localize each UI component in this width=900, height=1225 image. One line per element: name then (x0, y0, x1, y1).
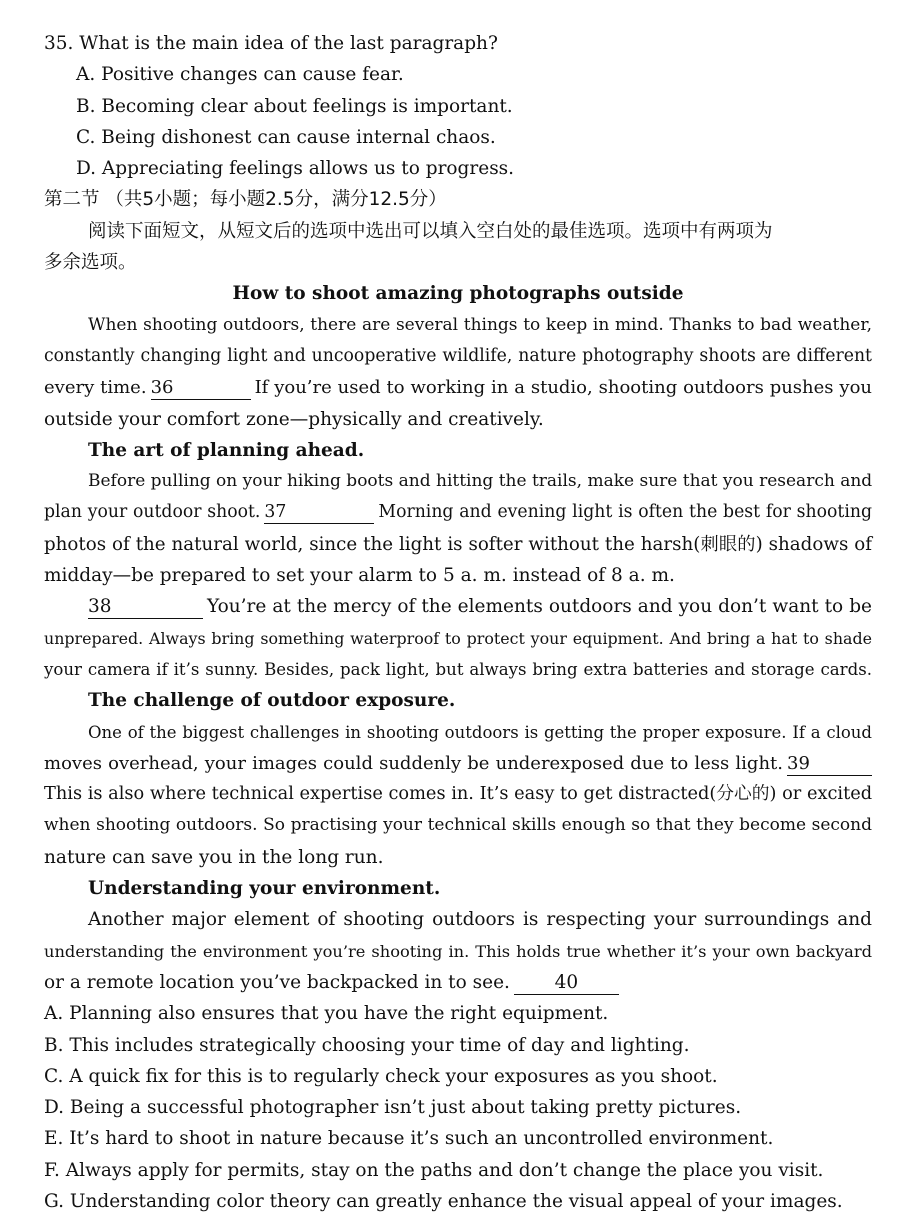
q35-option-d: D. Appreciating feelings allows us to progress. (76, 158, 515, 180)
paragraph-4-line-3: This is also where technical expertise comes in. It’s easy to get distracted(分心的) or excited (44, 784, 873, 805)
choice-a: A. Planning also ensures that you have the right equipment. (44, 1003, 609, 1025)
paragraph-2-line-2 (44, 497, 872, 528)
section-2-instruction-line-2: 多余选项。 (44, 252, 137, 274)
paragraph-4-line-4: when shooting outdoors. So practising your technical skills enough so that they become second (44, 815, 872, 836)
paragraph-4-line-5: nature can save you in the long run. (44, 846, 384, 868)
blank-39: 39 (787, 753, 872, 776)
text-span: If you’re used to working in a studio, shooting outdoors pushes you (254, 377, 872, 399)
paragraph-3-line-1 (44, 591, 872, 622)
paragraph-5-line-2: understanding the environment you’re shooting in. This holds true whether it’s your own backyard (44, 941, 872, 961)
heading-outdoor-exposure: The challenge of outdoor exposure. (88, 690, 456, 712)
q35-option-c: C. Being dishonest can cause internal chaos. (76, 126, 496, 148)
question-35-stem: 35. What is the main idea of the last paragraph? (44, 33, 498, 54)
heading-environment: Understanding your environment. (88, 878, 441, 900)
choice-b: B. This includes strategically choosing your time of day and lighting. (44, 1034, 690, 1056)
q35-option-b: B. Becoming clear about feelings is important. (76, 95, 513, 117)
blank-37: 37 (264, 501, 374, 524)
text-span: or a remote location you’ve backpacked in to see. (44, 971, 510, 993)
section-2-header: 第二节 （共5小题；每小题2.5分，满分12.5分） (44, 189, 447, 211)
passage-title: How to shoot amazing photographs outside (232, 283, 684, 305)
paragraph-1-line-2: constantly changing light and uncooperative wildlife, nature photography shoots are different (44, 345, 872, 366)
paragraph-1-line-1: When shooting outdoors, there are several things to keep in mind. Thanks to bad weather, (88, 314, 872, 335)
paragraph-1-line-3 (44, 372, 872, 403)
text-span: plan your outdoor shoot. (44, 502, 261, 523)
choice-c: C. A quick fix for this is to regularly check your exposures as you shoot. (44, 1065, 718, 1087)
blank-36: 36 (151, 377, 251, 400)
paragraph-1-line-4: outside your comfort zone—physically and creatively. (44, 408, 544, 430)
heading-planning-ahead: The art of planning ahead. (88, 439, 365, 461)
blank-40: 40 (514, 972, 619, 995)
choice-g: G. Understanding color theory can greatly enhance the visual appeal of your images. (44, 1190, 843, 1212)
paragraph-2-line-4: midday—be prepared to set your alarm to 5 a. m. instead of 8 a. m. (44, 565, 675, 587)
blank-38: 38 (88, 596, 203, 619)
paragraph-3-line-3: your camera if it’s sunny. Besides, pack light, but always bring extra batteries and storage cards. (44, 659, 872, 679)
choice-f: F. Always apply for permits, stay on the paths and don’t change the place you visit. (44, 1159, 824, 1181)
text-span: You’re at the mercy of the elements outdoors and you don’t want to be (207, 596, 872, 618)
paragraph-5-line-1: Another major element of shooting outdoors is respecting your surroundings and (88, 909, 872, 931)
paragraph-4-line-1: One of the biggest challenges in shooting outdoors is getting the proper exposure. If a cloud (88, 722, 872, 742)
text-span: Morning and evening light is often the best for shooting (378, 502, 872, 523)
question-35 (44, 28, 872, 184)
q35-option-a: A. Positive changes can cause fear. (76, 64, 404, 86)
section-2 (44, 184, 872, 278)
text-span: moves overhead, your images could suddenly be underexposed due to less light. (44, 752, 783, 774)
paragraph-5-line-3 (44, 967, 872, 998)
paragraph-3-line-2: unprepared. Always bring something waterproof to protect your equipment. And bring a hat to shade (44, 628, 872, 648)
choices-list (44, 998, 872, 1217)
choice-d: D. Being a successful photographer isn’t just about taking pretty pictures. (44, 1097, 742, 1119)
paragraph-4-line-2 (44, 748, 872, 779)
paragraph-2-line-1: Before pulling on your hiking boots and hitting the trails, make sure that you research and (88, 471, 873, 492)
section-2-instruction-line-1: 阅读下面短文，从短文后的选项中选出可以填入空白处的最佳选项。选项中有两项为 (88, 220, 773, 242)
paragraph-2-line-3: photos of the natural world, since the light is softer without the harsh(刺眼的) shadows of (44, 533, 872, 555)
text-span: every time. (44, 377, 147, 399)
passage (44, 278, 872, 998)
choice-e: E. It’s hard to shoot in nature because it’s such an uncontrolled environment. (44, 1128, 774, 1150)
